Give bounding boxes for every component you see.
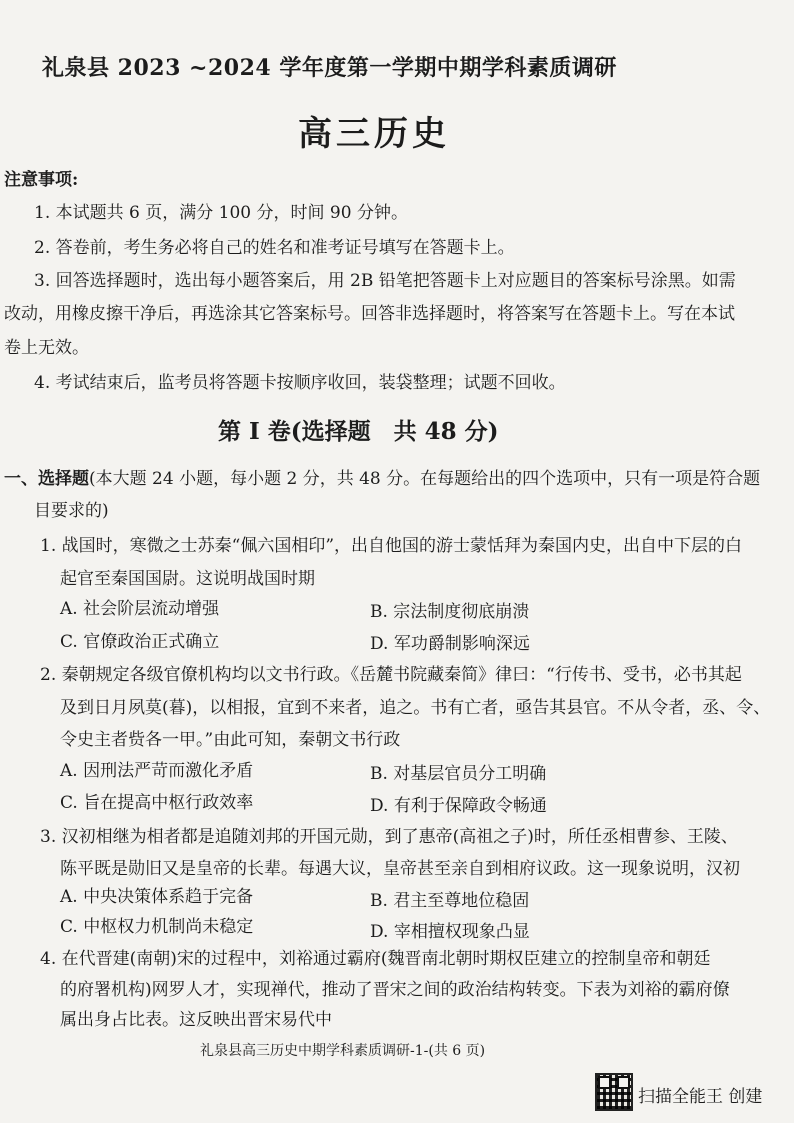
option-c: C. 官僚政治正式确立 <box>60 632 220 652</box>
note-item: 2. 答卷前，考生务必将自己的姓名和准考证号填写在答题卡上。 <box>34 238 515 258</box>
option-a: A. 中央决策体系趋于完备 <box>60 887 254 907</box>
question-line: 1. 战国时，寒微之士苏秦“佩六国相印”，出自他国的游士蒙恬拜为秦国内史，出自中下层的白 <box>40 536 743 556</box>
section-heading: 第 Ⅰ 卷(选择题 共 48 分) <box>218 418 499 445</box>
exam-title: 礼泉县 2023 ~2024 学年度第一学期中期学科素质调研 <box>42 55 617 81</box>
scanner-brand: 扫描全能王 创建 <box>638 1087 763 1107</box>
note-item: 3. 回答选择题时，选出每小题答案后，用 2B 铅笔把答题卡上对应题目的答案标号涂黑。如需 <box>34 271 736 291</box>
option-d: D. 有利于保障政令畅通 <box>370 796 547 816</box>
option-a: A. 因刑法严苛而激化矛盾 <box>60 761 254 781</box>
qr-code-icon <box>597 1075 631 1109</box>
section-intro <box>4 464 760 489</box>
option-b: B. 宗法制度彻底崩溃 <box>370 602 530 622</box>
question-line: 4. 在代晋建(南朝)宋的过程中，刘裕通过霸府(魏晋南北朝时期权臣建立的控制皇帝和朝廷 <box>40 949 711 969</box>
option-c: C. 中枢权力机制尚未稳定 <box>60 917 254 937</box>
question-line: 起官至秦国国尉。这说明战国时期 <box>60 569 315 589</box>
page-footer: 礼泉县高三历史中期学科素质调研-1-(共 6 页) <box>200 1043 486 1059</box>
option-b: B. 君主至尊地位稳固 <box>370 891 530 911</box>
option-c: C. 旨在提高中枢行政效率 <box>60 793 254 813</box>
section-intro-label: 一、选择题 <box>4 469 89 489</box>
section-intro-text: (本大题 24 小题，每小题 2 分，共 48 分。在每题给出的四个选项中，只有一项是符合题 <box>89 469 761 489</box>
question-line: 属出身占比表。这反映出晋宋易代中 <box>60 1010 332 1030</box>
question-line: 令史主者赀各一甲。”由此可知，秦朝文书行政 <box>60 730 401 750</box>
option-a: A. 社会阶层流动增强 <box>60 599 220 619</box>
question-line: 及到日月夙莫(暮)，以相报，宜到不来者，追之。书有亡者，亟告其县官。不从令者，丞、令、 <box>60 698 771 718</box>
question-line: 3. 汉初相继为相者都是追随刘邦的开国元勋，到了惠帝(高祖之子)时，所任丞相曹参、王陵、 <box>40 827 738 847</box>
question-line: 的府署机构)网罗人才，实现禅代，推动了晋宋之间的政治结构转变。下表为刘裕的霸府僚 <box>60 980 730 1000</box>
notes-heading: 注意事项: <box>4 170 79 190</box>
question-line: 陈平既是勋旧又是皇帝的长辈。每遇大议，皇帝甚至亲自到相府议政。这一现象说明，汉初 <box>60 859 740 879</box>
note-item: 4. 考试结束后，监考员将答题卡按顺序收回，装袋整理；试题不回收。 <box>34 373 566 393</box>
question-line: 2. 秦朝规定各级官僚机构均以文书行政。《岳麓书院藏秦简》律曰：“行传书、受书，必书其起 <box>40 665 742 685</box>
note-item: 1. 本试题共 6 页，满分 100 分，时间 90 分钟。 <box>34 203 408 223</box>
note-item: 改动，用橡皮擦干净后，再选涂其它答案标号。回答非选择题时，将答案写在答题卡上。写在本试 <box>4 304 735 324</box>
subject-title: 高三历史 <box>298 114 450 154</box>
option-d: D. 军功爵制影响深远 <box>370 634 530 654</box>
option-d: D. 宰相擅权现象凸显 <box>370 922 530 942</box>
section-intro-cont: 目要求的) <box>34 501 109 521</box>
note-item: 卷上无效。 <box>4 338 89 358</box>
option-b: B. 对基层官员分工明确 <box>370 764 547 784</box>
